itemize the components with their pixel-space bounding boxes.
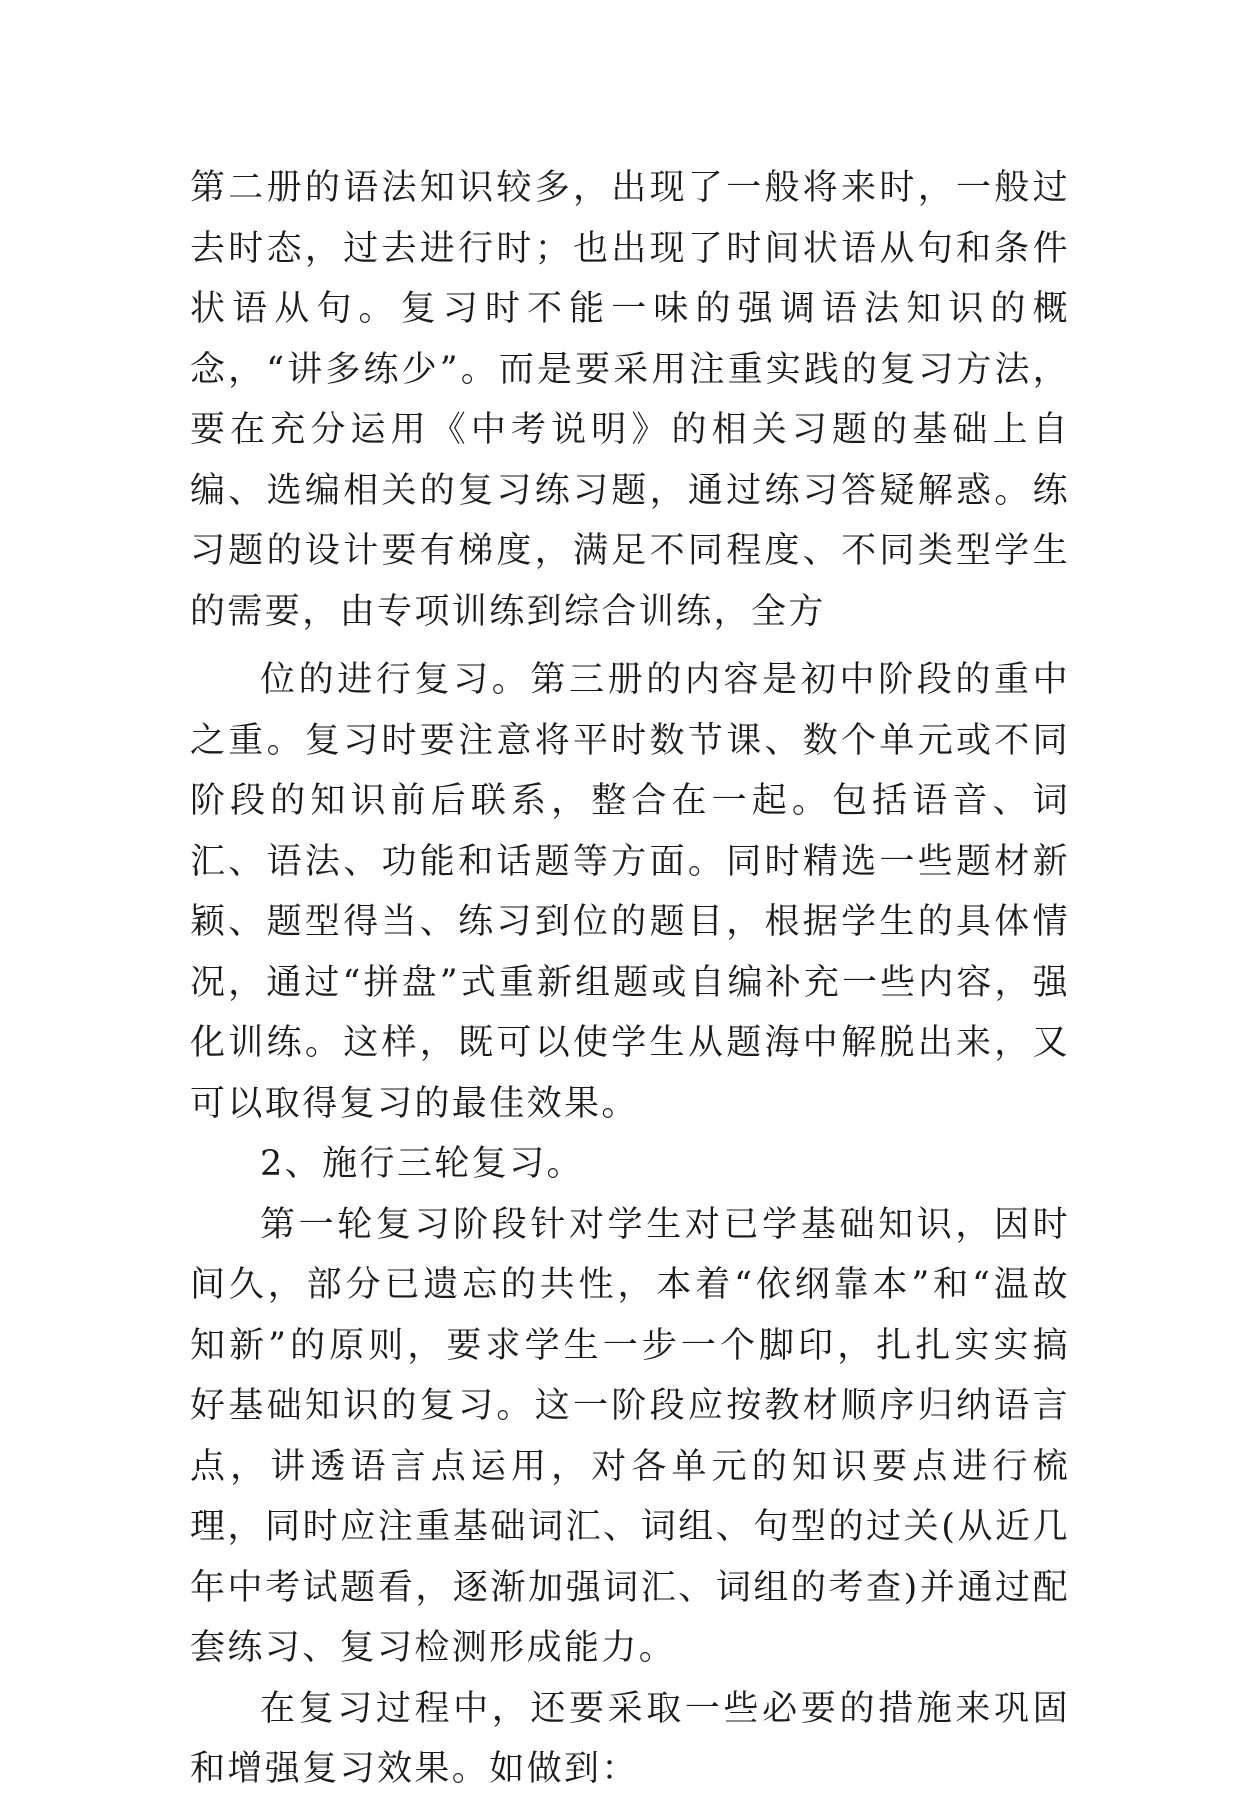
document-body: [190, 158, 1070, 1800]
paragraph-first-round: 第一轮复习阶段针对学生对已学基础知识，因时间久，部分已遗忘的共性，本着“依纲靠本”和“温故知新”的原则，要求学生一步一个脚印，扎扎实实搞好基础知识的复习。这一阶段应按教材顺序归纳语言点，讲透语言点运用，对各单元的知识要点进行梳理，同时应注重基础词汇、词组、句型的过关(从近几年中考试题看，逐渐加强词汇、词组的考查)并通过配套练习、复习检测形成能力。: [190, 1204, 1070, 1668]
paragraph-grammar-review: 第二册的语法知识较多，出现了一般将来时，一般过去时态，过去进行时；也出现了时间状语从句和条件状语从句。复习时不能一味的强调语法知识的概念，“讲多练少”。而是要采用注重实践的复习方法，要在充分运用《中考说明》的相关习题的基础上自编、选编相关的复习练习题，通过练习答疑解惑。练习题的设计要有梯度，满足不同程度、不同类型学生的需要，由专项训练到综合训练，全方: [190, 168, 1070, 632]
paragraph-book-three: 位的进行复习。第三册的内容是初中阶段的重中之重。复习时要注意将平时数节课、数个单元或不同阶段的知识前后联系，整合在一起。包括语音、词汇、语法、功能和话题等方面。同时精选一些题材新颖、题型得当、练习到位的题目，根据学生的具体情况，通过“拼盘”式重新组题或自编补充一些内容，强化训练。这样，既可以使学生从题海中解脱出来，又可以取得复习的最佳效果。: [190, 660, 1070, 1124]
paragraph-review-measures: 在复习过程中，还要采取一些必要的措施来巩固和增强复习效果。如做到：: [190, 1688, 1070, 1789]
paragraph-three-rounds-heading: 2、施行三轮复习。: [260, 1144, 584, 1184]
